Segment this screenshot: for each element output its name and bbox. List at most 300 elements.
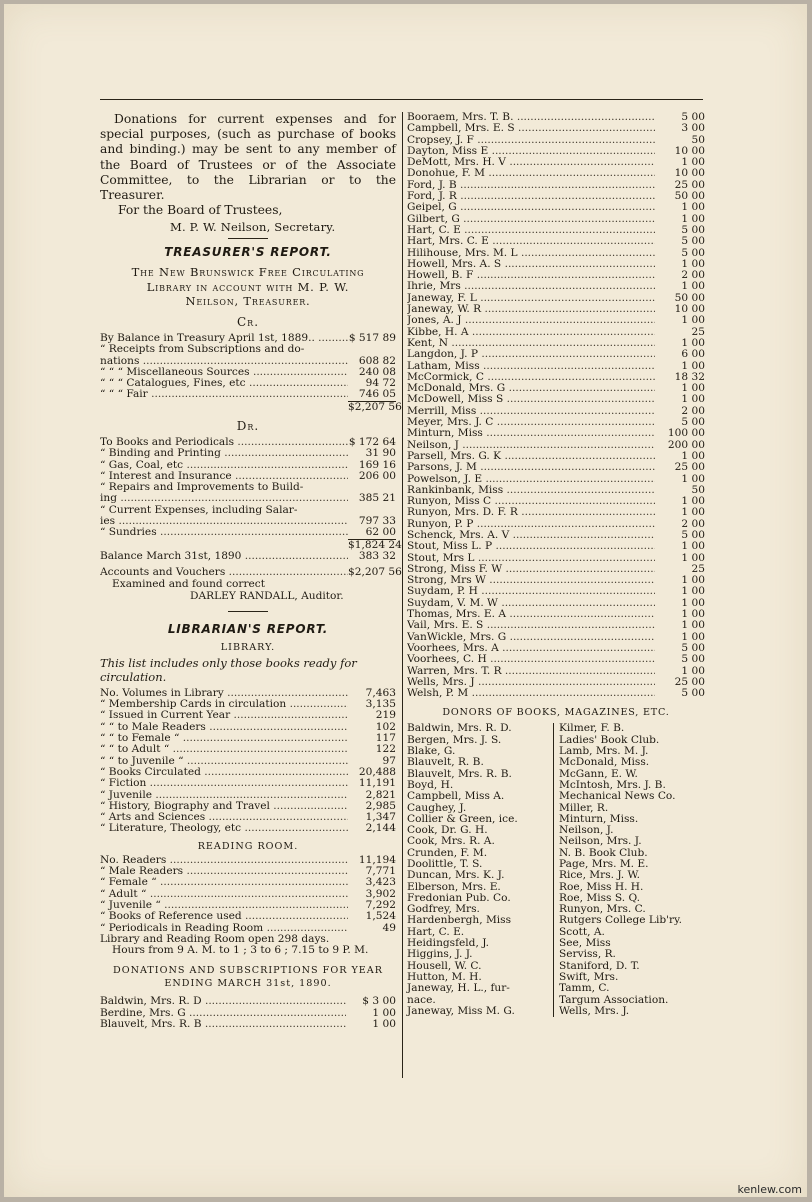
donation-row-value: 5 00	[681, 246, 705, 259]
debit-row	[100, 482, 396, 493]
donation-row-label: Minturn, Miss .....	[407, 428, 655, 439]
donation-row	[407, 553, 705, 564]
reading-row	[100, 900, 396, 911]
library-row-value: 117	[375, 732, 396, 745]
library-row-value: 20,488	[358, 765, 396, 778]
donation-row-value: 5 00	[681, 235, 705, 248]
debit-row-value: 206 00	[358, 469, 396, 482]
donor-name: McIntosh, Mrs. J. B.	[559, 778, 666, 791]
reading-row	[100, 889, 396, 900]
donation-row-label: Berdine, Mrs. G .....	[100, 1008, 346, 1019]
donation-row	[407, 428, 705, 439]
donation-row-label: Schenck, Mrs. A. V .....	[407, 530, 655, 541]
reading-row-label: No. Readers .....	[100, 855, 348, 866]
donor-name: Neilson, Mrs. J.	[559, 835, 642, 848]
donation-row-label: Hart, Mrs. C. E .....	[407, 236, 655, 247]
donation-row-label: Jones, A. J .....	[407, 315, 655, 326]
donation-row-label: Janeway, W. R .....	[407, 304, 655, 315]
donation-row	[407, 135, 705, 146]
donor-name: McDonald, Miss.	[559, 756, 650, 769]
donation-row-label: Kibbe, H. A .....	[407, 327, 655, 338]
donation-row	[407, 281, 705, 292]
donations-subheading: DONATIONS AND SUBSCRIPTIONS FOR YEAR ENDING MARCH 31st, 1890.	[113, 965, 383, 990]
donation-row-value: 18 32	[674, 370, 705, 383]
donor-name: Wells, Mrs. J.	[559, 1004, 630, 1017]
watermark-text: kenlew.com	[737, 1183, 802, 1196]
donation-row-value: 5 00	[681, 641, 705, 654]
donation-row-label: Neilson, J .....	[407, 440, 655, 451]
credit-row	[100, 356, 396, 367]
donation-row-value: 10 00	[674, 144, 705, 157]
donation-row-value: 1 00	[681, 596, 705, 609]
donor-name: N. B. Book Club.	[559, 846, 648, 859]
donation-row-label: Merrill, Miss .....	[407, 406, 655, 417]
donation-row-label: Strong, Miss F. W .....	[407, 564, 655, 575]
donation-row-label: Parsell, Mrs. G. K .....	[407, 451, 655, 462]
reading-row-value: 11,194	[358, 853, 396, 866]
debit-row-label: To Books and Periodicals .....	[100, 437, 348, 448]
secretary-signature: M. P. W. Neilson, Secretary.	[170, 220, 336, 235]
donation-row-value: 1 00	[681, 630, 705, 643]
reading-row-value: 49	[382, 921, 396, 934]
donors-heading: DONORS OF BOOKS, MAGAZINES, ETC.	[442, 707, 670, 719]
reading-row	[100, 855, 396, 866]
donation-row	[407, 338, 705, 349]
donation-row-value: 1 00	[681, 359, 705, 372]
donation-row-value: 1 00	[681, 551, 705, 564]
donation-row	[407, 677, 705, 688]
examined-line: Examined and found correct	[112, 577, 265, 590]
donor-name: Neilson, J.	[559, 824, 614, 837]
reading-room-days: Library and Reading Room open 298 days.	[100, 932, 330, 945]
donation-row-value: 2 00	[681, 517, 705, 530]
library-row-value: 3,135	[365, 698, 396, 711]
debit-entries	[100, 437, 396, 539]
credit-row-label: “ “ “ Fair .....	[100, 389, 348, 400]
debit-row-value: 169 16	[358, 458, 396, 471]
donation-row	[407, 372, 705, 383]
donation-row-value: 5 00	[681, 416, 705, 429]
donation-row-value: 6 00	[681, 348, 705, 361]
donor-name: Doolittle, T. S.	[407, 858, 483, 870]
donor-name: Janeway, H. L., fur-	[407, 982, 510, 995]
donation-row-label: Runyon, Miss C .....	[407, 496, 655, 507]
library-row-label: No. Volumes in Library .....	[100, 688, 348, 699]
library-row	[100, 722, 396, 733]
donation-row-value: 25	[691, 562, 705, 575]
debit-row-label: “ Interest and Insurance .....	[100, 471, 348, 482]
library-row-label: “ “ to Juvenile “ .....	[100, 756, 348, 767]
reading-row-value: 7,292	[365, 898, 396, 911]
debit-row-label: ing .....	[100, 493, 348, 504]
library-row	[100, 778, 396, 789]
debit-total: $1,824 24	[348, 538, 402, 551]
reading-row-label: “ Juvenile “ .....	[100, 900, 348, 911]
donation-row	[407, 462, 705, 473]
donations-right-list	[407, 112, 705, 699]
debit-row-label: “ Gas, Coal, etc .....	[100, 460, 348, 471]
donation-row-label: Latham, Miss .....	[407, 361, 655, 372]
treasurer-sub-3: Neilson, Treasurer.	[185, 294, 311, 309]
donor-name: Elberson, Mrs. E.	[407, 880, 501, 893]
right-column	[407, 112, 705, 1017]
reading-row-label: “ Adult “ .....	[100, 889, 348, 900]
donation-row-label: Langdon, J. P .....	[407, 349, 655, 360]
donor-name: Campbell, Miss A.	[407, 790, 505, 803]
left-column	[100, 112, 402, 1030]
donation-row-label: Blauvelt, Mrs. R. B .....	[100, 1019, 346, 1030]
reading-row-label: “ Male Readers .....	[100, 866, 348, 877]
credit-row	[100, 389, 396, 400]
donation-row-label: Powelson, J. E .....	[407, 474, 655, 485]
reading-row-value: 3,902	[365, 887, 396, 900]
donation-row-value: $ 3 00	[362, 995, 396, 1008]
donation-row-value: 1 00	[681, 608, 705, 621]
donor-name: Runyon, Mrs. C.	[559, 903, 646, 916]
donation-row-value: 5 00	[681, 111, 705, 123]
donation-row-label: Strong, Mrs W .....	[407, 575, 655, 586]
reading-row-label: “ Periodicals in Reading Room .....	[100, 923, 348, 934]
debit-row-value: 62 00	[365, 526, 396, 539]
library-row-label: “ “ to Male Readers .....	[100, 722, 348, 733]
donation-row-value: 25	[691, 325, 705, 338]
donation-row	[407, 123, 705, 134]
library-row-label: “ Membership Cards in circulation .....	[100, 699, 348, 710]
donation-row-value: 100 00	[667, 427, 705, 440]
donation-row	[407, 451, 705, 462]
donation-row	[407, 315, 705, 326]
donation-row-label: Cropsey, J. F .....	[407, 135, 655, 146]
donation-row-value: 25 00	[674, 461, 705, 474]
credit-row-label: “ Receipts from Subscriptions and do-	[100, 344, 305, 356]
library-row-label: “ “ to Female “ .....	[100, 733, 348, 744]
donation-row	[407, 168, 705, 179]
donation-row-label: Thomas, Mrs. E. A .....	[407, 609, 655, 620]
donation-row-label: Stout, Miss L. P .....	[407, 541, 655, 552]
reading-row	[100, 877, 396, 888]
donor-name: Fredonian Pub. Co.	[407, 891, 511, 904]
donation-row-value: 1 00	[681, 382, 705, 395]
treasurer-heading: TREASURER'S REPORT.	[164, 245, 332, 260]
donation-row-label: Campbell, Mrs. E. S .....	[407, 123, 655, 134]
donor-name: See, Miss	[559, 937, 611, 950]
debit-label: Dr.	[236, 419, 260, 433]
library-row-value: 122	[375, 743, 396, 756]
debit-row-value: 31 90	[365, 447, 396, 460]
reading-row-label: “ Female “ .....	[100, 877, 348, 888]
library-row-label: “ Books Circulated .....	[100, 767, 348, 778]
donation-row-value: 50 00	[674, 291, 705, 304]
library-row-value: 7,463	[365, 686, 396, 699]
donor-name: Kilmer, F. B.	[559, 722, 625, 735]
library-row-value: 97	[382, 754, 396, 767]
donation-row-label: McDonald, Mrs. G .....	[407, 383, 655, 394]
donor-name: Rice, Mrs. J. W.	[559, 869, 640, 882]
debit-row	[100, 448, 396, 459]
top-rule	[100, 99, 703, 100]
debit-row-label: “ Repairs and Improvements to Build-	[100, 482, 304, 494]
donation-row-value: 5 00	[681, 687, 705, 700]
donation-row-value: 10 00	[674, 303, 705, 316]
library-stats	[100, 688, 396, 835]
debit-row	[100, 516, 396, 527]
credit-row-value: 94 72	[365, 377, 396, 390]
donation-row-label: Janeway, F. L .....	[407, 293, 655, 304]
donation-row-label: VanWickle, Mrs. G .....	[407, 632, 655, 643]
donor-name: nace.	[407, 993, 436, 1006]
balance-row: Balance March 31st, 1890 ..... 383 32	[100, 551, 396, 562]
reading-room-stats	[100, 855, 396, 934]
donations-notice-text: Donations for current expenses and for special purposes, (such as purchase of books and binding.) may be sent to any member of the Board of Trustees or of the Associate Committee, to the Librarian or to the Treasurer.	[100, 112, 396, 203]
donor-name: Tamm, C.	[559, 982, 610, 995]
donation-row	[407, 383, 705, 394]
credit-row-value: 240 08	[358, 365, 396, 378]
library-row-label: “ “ to Adult “ .....	[100, 744, 348, 755]
credit-row	[100, 367, 396, 378]
donation-row-label: Wells, Mrs. J .....	[407, 677, 655, 688]
donation-row-label: Voorhees, C. H .....	[407, 654, 655, 665]
donation-row	[407, 236, 705, 247]
donors-grid	[407, 723, 705, 1017]
donation-row	[407, 304, 705, 315]
donation-row-value: 1 00	[372, 1017, 396, 1030]
donation-row-label: Booraem, Mrs. T. B. .....	[407, 112, 655, 123]
library-row	[100, 688, 396, 699]
donation-row	[407, 474, 705, 485]
donor-name: Serviss, R.	[559, 948, 616, 961]
donation-row	[407, 270, 705, 281]
donation-row-label: McDowell, Miss S .....	[407, 394, 655, 405]
debit-row-label: “ Binding and Printing .....	[100, 448, 348, 459]
library-row-value: 219	[375, 709, 396, 722]
donation-row	[407, 327, 705, 338]
donation-row	[407, 541, 705, 552]
donation-row-value: 200 00	[667, 438, 705, 451]
donation-row	[407, 654, 705, 665]
reading-room-hours: Hours from 9 A. M. to 1 ; 3 to 6 ; 7.15 to 9 P. M.	[112, 944, 369, 957]
donation-row-value: 1 00	[681, 336, 705, 349]
donor-name: Minturn, Miss.	[559, 812, 639, 825]
donor-name: Janeway, Miss M. G.	[407, 1004, 515, 1017]
donation-row-label: Voorhees, Mrs. A .....	[407, 643, 655, 654]
donor-name: Collier & Green, ice.	[407, 812, 518, 825]
donors-left-column	[407, 723, 554, 1017]
donation-row-label: Geipel, G .....	[407, 202, 655, 213]
credit-row-value: 746 05	[358, 388, 396, 401]
donation-row	[407, 530, 705, 541]
donation-row	[407, 248, 705, 259]
donation-row-label: Kent, N .....	[407, 338, 655, 349]
library-row-value: 102	[375, 720, 396, 733]
reading-row	[100, 911, 396, 922]
donation-row	[407, 609, 705, 620]
donation-row-value: 1 00	[681, 156, 705, 169]
credit-row-value: 608 82	[358, 354, 396, 367]
reading-row	[100, 866, 396, 877]
donation-row-value: 3 00	[681, 122, 705, 135]
donation-row	[407, 632, 705, 643]
donation-row-value: 25 00	[674, 178, 705, 191]
donation-row-value: 2 00	[681, 404, 705, 417]
donation-row-label: Runyon, Mrs. D. F. R .....	[407, 507, 655, 518]
donation-row-label: Parsons, J. M .....	[407, 462, 655, 473]
reading-row-label: “ Books of Reference used .....	[100, 911, 348, 922]
reading-room-subheading: READING ROOM.	[197, 840, 299, 852]
debit-row	[100, 437, 396, 448]
donation-row-label: Gilbert, G .....	[407, 214, 655, 225]
library-row	[100, 812, 396, 823]
donation-row-label: Rankinbank, Miss .....	[407, 485, 655, 496]
donor-name: Higgins, J. J.	[407, 948, 473, 961]
donation-row	[407, 620, 705, 631]
library-row	[100, 744, 396, 755]
donation-row-label: Vail, Mrs. E. S .....	[407, 620, 655, 631]
donation-row	[407, 157, 705, 168]
debit-row	[100, 471, 396, 482]
donor-name: Godfrey, Mrs.	[407, 903, 480, 916]
donation-row-label: Welsh, P. M .....	[407, 688, 655, 699]
reading-row	[100, 923, 396, 934]
donation-row-value: 1 00	[681, 393, 705, 406]
donation-row-label: Suydam, V. M. W .....	[407, 598, 655, 609]
donation-row-value: 5 00	[681, 223, 705, 236]
donor-name: Baldwin, Mrs. R. D.	[407, 722, 512, 735]
donation-row	[407, 349, 705, 360]
donation-row-value: 5 00	[681, 653, 705, 666]
donor-name: Boyd, H.	[407, 778, 454, 791]
reading-row-value: 7,771	[365, 865, 396, 878]
donation-row-value: 50	[691, 483, 705, 496]
donation-row	[407, 507, 705, 518]
donation-row	[407, 146, 705, 157]
debit-row	[100, 527, 396, 538]
donor-name: Swift, Mrs.	[559, 970, 619, 983]
donor-name: McGann, E. W.	[559, 767, 638, 780]
donation-row	[407, 225, 705, 236]
donation-row-label: DeMott, Mrs. H. V .....	[407, 157, 655, 168]
donations-left-list	[100, 996, 396, 1030]
donor-name: Lamb, Mrs. M. J.	[559, 745, 649, 758]
donation-row-value: 1 00	[372, 1006, 396, 1019]
donation-row-label: Ford, J. R .....	[407, 191, 655, 202]
library-row-value: 1,347	[365, 811, 396, 824]
donation-row-value: 1 00	[681, 212, 705, 225]
treasurer-sub-1: The New Brunswick Free Circulating	[131, 265, 365, 280]
donation-row-value: 1 00	[681, 574, 705, 587]
donation-row	[407, 361, 705, 372]
credit-entries	[100, 333, 396, 401]
donor-name: Page, Mrs. M. E.	[559, 858, 649, 870]
donor-name: Housell, W. C.	[407, 959, 482, 972]
column-divider	[402, 112, 403, 1078]
credit-row-label: By Balance in Treasury April 1st, 1889.. .....	[100, 333, 348, 344]
donation-row	[407, 666, 705, 677]
donor-name: Caughey, J.	[407, 801, 467, 814]
donor-name: Bergen, Mrs. J. S.	[407, 733, 502, 746]
credit-row-label: “ “ “ Catalogues, Fines, etc .....	[100, 378, 348, 389]
donor-name: Staniford, D. T.	[559, 959, 640, 972]
library-row	[100, 790, 396, 801]
board-line: For the Board of Trustees,	[118, 203, 283, 218]
debit-row	[100, 493, 396, 504]
donation-row-value: 50 00	[674, 190, 705, 203]
donation-row	[100, 1008, 396, 1019]
donation-row	[407, 214, 705, 225]
library-row	[100, 756, 396, 767]
donation-row-label: Suydam, P. H .....	[407, 586, 655, 597]
donor-name: Blake, G.	[407, 745, 456, 758]
donation-row	[407, 643, 705, 654]
donation-row-value: 1 00	[681, 585, 705, 598]
divider	[228, 611, 268, 612]
donation-row-value: 10 00	[674, 167, 705, 180]
donation-row-value: 1 00	[681, 472, 705, 485]
donor-name: Targum Association.	[559, 993, 669, 1006]
library-row-value: 2,821	[365, 788, 396, 801]
credit-row	[100, 333, 396, 344]
debit-row	[100, 505, 396, 516]
credit-row-value: $ 517 89	[348, 331, 396, 344]
library-row	[100, 801, 396, 812]
donor-name: Blauvelt, R. B.	[407, 756, 484, 769]
credit-row-label: nations .....	[100, 356, 348, 367]
library-row-value: 2,985	[365, 799, 396, 812]
library-row	[100, 767, 396, 778]
librarian-heading: LIBRARIAN'S REPORT.	[167, 621, 329, 636]
donor-name: Scott, A.	[559, 925, 605, 938]
donation-row-label: Baldwin, Mrs. R. D .....	[100, 996, 346, 1007]
donation-row-value: 1 00	[681, 506, 705, 519]
donor-name: Hart, C. E.	[407, 925, 465, 938]
credit-row	[100, 378, 396, 389]
credit-row-label: “ “ “ Miscellaneous Sources .....	[100, 367, 348, 378]
donation-row-label: Hilihouse, Mrs. M. L .....	[407, 248, 655, 259]
donation-row-value: 1 00	[681, 664, 705, 677]
donation-row-label: Meyer, Mrs. J. C .....	[407, 417, 655, 428]
donation-row-label: Stout, Mrs L .....	[407, 553, 655, 564]
donation-row	[407, 293, 705, 304]
library-row-label: “ History, Biography and Travel .....	[100, 801, 348, 812]
library-subheading: LIBRARY.	[220, 641, 276, 653]
debit-row-value: $ 172 64	[348, 436, 396, 448]
library-row-label: “ Arts and Sciences .....	[100, 812, 348, 823]
accounts-row: Accounts and Vouchers ..... $2,207 56	[100, 567, 396, 578]
credit-total: $2,207 56	[348, 400, 402, 413]
donation-row	[407, 259, 705, 270]
donor-name: Duncan, Mrs. K. J.	[407, 869, 505, 882]
donation-row-label: Donohue, F. M .....	[407, 168, 655, 179]
donation-row-value: 25 00	[674, 675, 705, 688]
donation-row	[407, 485, 705, 496]
donation-row-label: Warren, Mrs. T. R .....	[407, 666, 655, 677]
donation-row-value: 1 00	[681, 619, 705, 632]
library-row	[100, 710, 396, 721]
donation-row-label: Dayton, Miss E .....	[407, 146, 655, 157]
debit-row-label: “ Current Expenses, including Salar-	[100, 504, 298, 516]
donor-name: Miller, R.	[559, 801, 609, 814]
donation-row	[407, 575, 705, 586]
donation-row	[407, 191, 705, 202]
donation-row	[407, 406, 705, 417]
donor-name: Cook, Dr. G. H.	[407, 824, 488, 837]
donation-row	[407, 440, 705, 451]
donation-row	[407, 688, 705, 699]
donation-row-label: Howell, Mrs. A. S .....	[407, 259, 655, 270]
donation-row	[407, 112, 705, 123]
donor-name: Cook, Mrs. R. A.	[407, 835, 495, 848]
debit-row	[100, 460, 396, 471]
donation-row-label: Howell, B. F .....	[407, 270, 655, 281]
